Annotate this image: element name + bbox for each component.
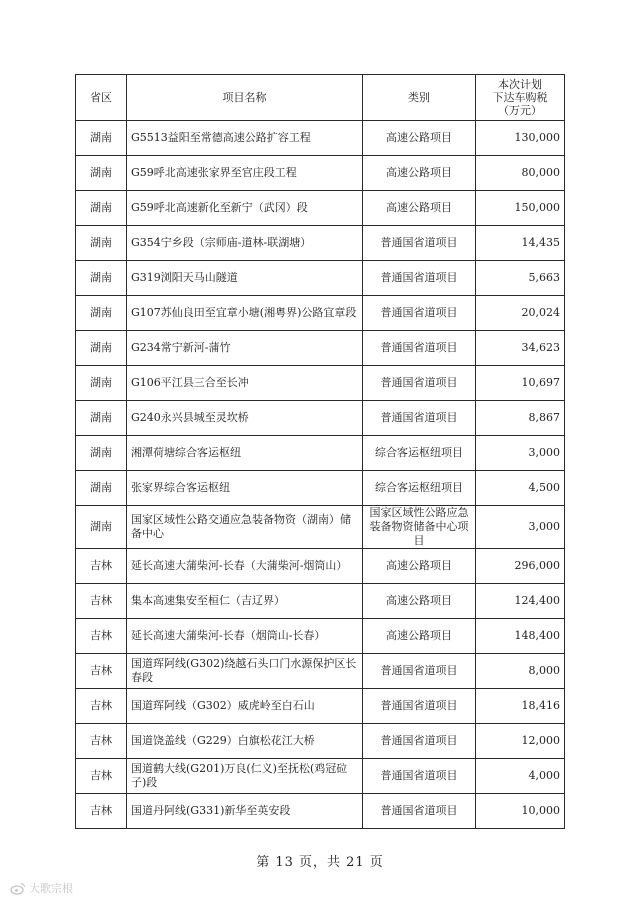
cell-province: 湖南 [76, 506, 127, 549]
cell-amount: 150,000 [476, 191, 565, 226]
header-province: 省区 [76, 75, 127, 121]
cell-amount: 18,416 [476, 689, 565, 724]
cell-amount: 14,435 [476, 226, 565, 261]
table-row [76, 261, 565, 296]
cell-amount: 4,500 [476, 471, 565, 506]
header-amount-line: （万元） [498, 104, 542, 117]
cell-amount: 148,400 [476, 619, 565, 654]
cell-category: 高速公路项目 [363, 584, 476, 619]
cell-category: 普通国省道项目 [363, 366, 476, 401]
cell-province: 湖南 [76, 401, 127, 436]
cell-province: 湖南 [76, 471, 127, 506]
header-category: 类别 [363, 75, 476, 121]
cell-project-name: 国道饶盖线（G229）白旗松花江大桥 [127, 724, 363, 759]
cell-province: 湖南 [76, 121, 127, 156]
table-row [76, 794, 565, 829]
cell-amount: 3,000 [476, 506, 565, 549]
table-header-row [76, 75, 565, 121]
cell-project-name: G240永兴县城至灵坎桥 [127, 401, 363, 436]
cell-province: 吉林 [76, 619, 127, 654]
project-table [75, 74, 565, 829]
cell-category: 普通国省道项目 [363, 226, 476, 261]
cell-province: 湖南 [76, 436, 127, 471]
page-number: 第 13 页，共 21 页 [256, 855, 384, 870]
cell-category: 普通国省道项目 [363, 724, 476, 759]
header-amount-line: 下达车购税 [492, 91, 548, 104]
cell-amount: 296,000 [476, 549, 565, 584]
table-row [76, 584, 565, 619]
cell-province: 湖南 [76, 156, 127, 191]
cell-category: 综合客运枢纽项目 [363, 436, 476, 471]
cell-project-name: G59呼北高速新化至新宁（武冈）段 [127, 191, 363, 226]
cell-province: 吉林 [76, 759, 127, 794]
cell-project-name: 集本高速集安至桓仁（吉辽界） [127, 584, 363, 619]
cell-category: 高速公路项目 [363, 191, 476, 226]
cell-category: 普通国省道项目 [363, 654, 476, 689]
cell-amount: 10,000 [476, 794, 565, 829]
cell-province: 湖南 [76, 296, 127, 331]
table-row [76, 156, 565, 191]
cell-amount: 3,000 [476, 436, 565, 471]
table-row [76, 506, 565, 549]
cell-province: 吉林 [76, 794, 127, 829]
table-row [76, 401, 565, 436]
cell-category: 普通国省道项目 [363, 401, 476, 436]
cell-category: 普通国省道项目 [363, 759, 476, 794]
cell-project-name: G319浏阳天马山隧道 [127, 261, 363, 296]
table-row [76, 619, 565, 654]
cell-category: 综合客运枢纽项目 [363, 471, 476, 506]
cell-project-name: G107苏仙良田至宜章小塘(湘粤界)公路宜章段 [127, 296, 363, 331]
table-body [76, 121, 565, 829]
cell-category: 普通国省道项目 [363, 296, 476, 331]
table-row [76, 724, 565, 759]
table-row [76, 471, 565, 506]
cell-project-name: 国道鹤大线(G201)万良(仁义)至抚松(鸡冠砬子)段 [127, 759, 363, 794]
cell-category: 高速公路项目 [363, 121, 476, 156]
cell-amount: 8,000 [476, 654, 565, 689]
table-row [76, 191, 565, 226]
cell-project-name: G234常宁新河-蒲竹 [127, 331, 363, 366]
table-row [76, 296, 565, 331]
cell-project-name: G354宁乡段（宗师庙-道林-联湖塘） [127, 226, 363, 261]
table-row [76, 759, 565, 794]
cell-category: 普通国省道项目 [363, 261, 476, 296]
cell-project-name: 延长高速大蒲柴河-长春（大蒲柴河-烟筒山） [127, 549, 363, 584]
cell-province: 湖南 [76, 191, 127, 226]
cell-province: 湖南 [76, 226, 127, 261]
table-row [76, 121, 565, 156]
table-row [76, 549, 565, 584]
cell-project-name: G106平江县三合至长冲 [127, 366, 363, 401]
cell-amount: 20,024 [476, 296, 565, 331]
table-row [76, 689, 565, 724]
header-project-name: 项目名称 [127, 75, 363, 121]
weibo-icon [10, 882, 26, 895]
header-amount-line: 本次计划 [498, 78, 542, 91]
cell-province: 吉林 [76, 584, 127, 619]
cell-category: 高速公路项目 [363, 549, 476, 584]
cell-category: 国家区域性公路应急装备物资储备中心项目 [363, 506, 476, 549]
cell-amount: 12,000 [476, 724, 565, 759]
cell-project-name: 国家区域性公路交通应急装备物资（湖南）储备中心 [127, 506, 363, 549]
cell-amount: 10,697 [476, 366, 565, 401]
table-row [76, 436, 565, 471]
cell-amount: 5,663 [476, 261, 565, 296]
cell-project-name: 延长高速大蒲柴河-长春（烟筒山-长春） [127, 619, 363, 654]
cell-project-name: 张家界综合客运枢纽 [127, 471, 363, 506]
cell-category: 普通国省道项目 [363, 689, 476, 724]
table-row [76, 654, 565, 689]
cell-amount: 4,000 [476, 759, 565, 794]
table-row [76, 366, 565, 401]
cell-project-name: G59呼北高速张家界至官庄段工程 [127, 156, 363, 191]
cell-amount: 124,400 [476, 584, 565, 619]
cell-category: 高速公路项目 [363, 156, 476, 191]
table-row [76, 226, 565, 261]
watermark [10, 880, 73, 896]
cell-province: 湖南 [76, 261, 127, 296]
cell-province: 吉林 [76, 724, 127, 759]
cell-project-name: G5513益阳至常德高速公路扩容工程 [127, 121, 363, 156]
cell-project-name: 湘潭荷塘综合客运枢纽 [127, 436, 363, 471]
cell-amount: 34,623 [476, 331, 565, 366]
cell-province: 吉林 [76, 654, 127, 689]
cell-project-name: 国道珲阿线(G302)绕越石头口门水源保护区长春段 [127, 654, 363, 689]
cell-province: 湖南 [76, 366, 127, 401]
header-amount [476, 75, 565, 121]
table-row [76, 331, 565, 366]
cell-amount: 130,000 [476, 121, 565, 156]
watermark-text: 大歌宗根 [29, 882, 73, 895]
cell-project-name: 国道丹阿线(G331)新华至英安段 [127, 794, 363, 829]
cell-category: 普通国省道项目 [363, 794, 476, 829]
cell-province: 吉林 [76, 549, 127, 584]
cell-category: 高速公路项目 [363, 619, 476, 654]
cell-category: 普通国省道项目 [363, 331, 476, 366]
cell-amount: 8,867 [476, 401, 565, 436]
cell-province: 湖南 [76, 331, 127, 366]
cell-province: 吉林 [76, 689, 127, 724]
cell-amount: 80,000 [476, 156, 565, 191]
cell-project-name: 国道珲阿线（G302）威虎岭至白石山 [127, 689, 363, 724]
